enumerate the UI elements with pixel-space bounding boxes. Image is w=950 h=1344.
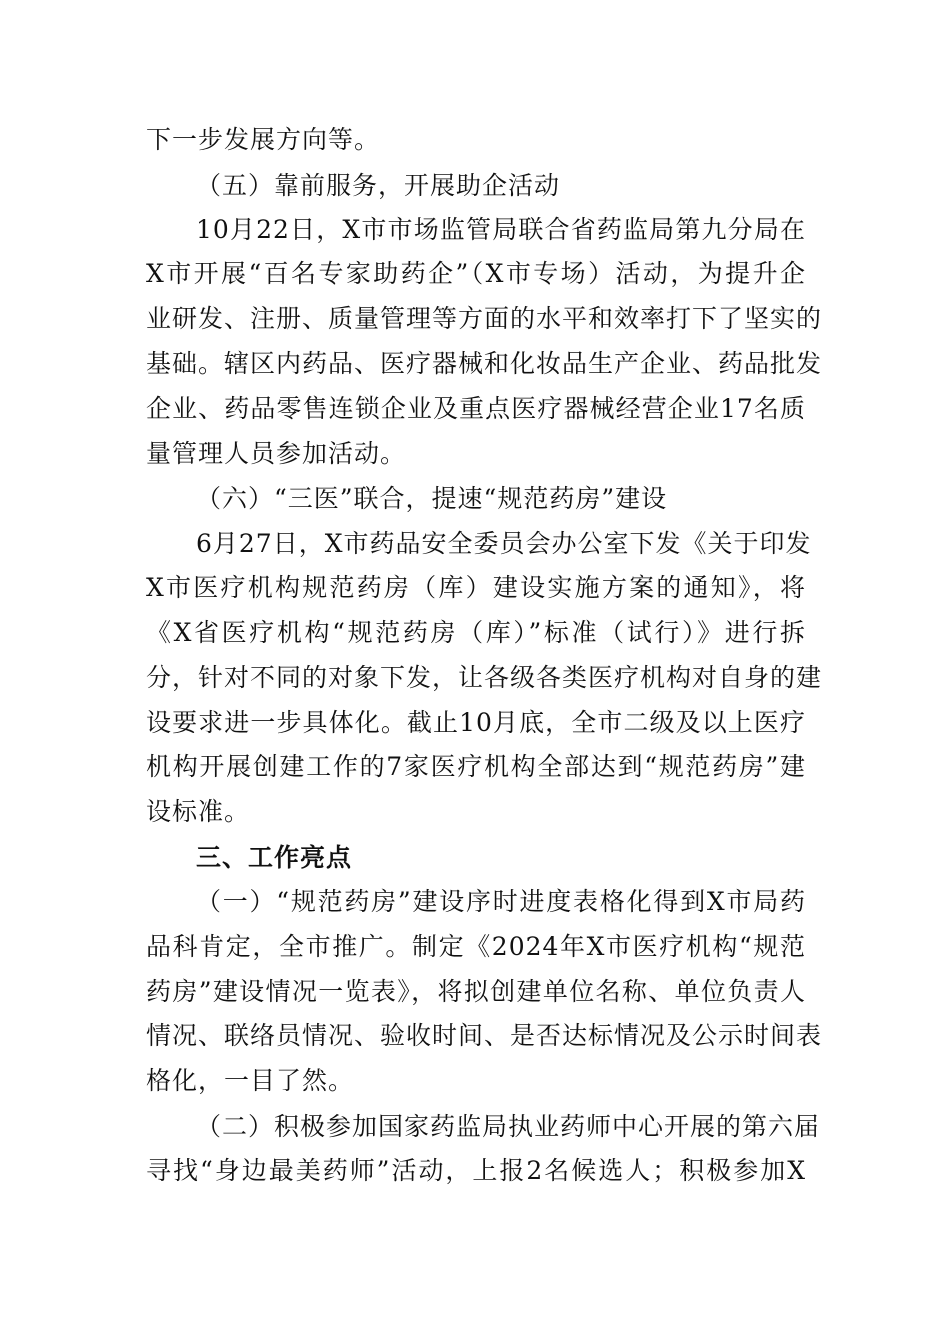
paragraph-line: 量管理人员参加活动。 bbox=[146, 439, 407, 468]
section-heading: （六）“三医”联合，提速“规范药房”建设 bbox=[196, 484, 668, 513]
section-heading: （五）靠前服务，开展助企活动 bbox=[196, 171, 561, 200]
paragraph-line: 格化，一目了然。 bbox=[146, 1066, 355, 1095]
paragraph-line: 设要求进一步具体化。截止10月底，全市二级及以上医疗 bbox=[146, 708, 806, 737]
paragraph-line: 寻找“身边最美药师”活动，上报2名候选人；积极参加X bbox=[146, 1156, 806, 1185]
paragraph-line: 业研发、注册、质量管理等方面的水平和效率打下了坚实的 bbox=[146, 304, 823, 333]
paragraph-line: 药房”建设情况一览表》，将拟创建单位名称、单位负责人 bbox=[146, 977, 806, 1006]
paragraph-line: 下一步发展方向等。 bbox=[146, 125, 381, 154]
paragraph-line: 情况、联络员情况、验收时间、是否达标情况及公示时间表 bbox=[146, 1021, 823, 1050]
paragraph-line: 基础。辖区内药品、医疗器械和化妆品生产企业、药品批发 bbox=[146, 349, 823, 378]
paragraph-line: 品科肯定，全市推广。制定《2024年X市医疗机构“规范 bbox=[146, 932, 806, 961]
paragraph-line: 机构开展创建工作的7家医疗机构全部达到“规范药房”建 bbox=[146, 752, 806, 781]
paragraph-line: 6月27日，X市药品安全委员会办公室下发《关于印发 bbox=[196, 529, 812, 558]
paragraph-line: X市医疗机构规范药房（库）建设实施方案的通知》，将 bbox=[146, 573, 806, 602]
paragraph-line: 设标准。 bbox=[146, 797, 251, 826]
paragraph-line: （二）积极参加国家药监局执业药师中心开展的第六届 bbox=[196, 1112, 821, 1141]
chapter-heading: 三、工作亮点 bbox=[196, 843, 353, 872]
paragraph-line: 企业、药品零售连锁企业及重点医疗器械经营企业17名质 bbox=[146, 394, 806, 423]
paragraph-line: 10月22日，X市市场监管局联合省药监局第九分局在 bbox=[196, 215, 806, 244]
paragraph-line: X市开展“百名专家助药企”（X市专场）活动，为提升企 bbox=[146, 259, 806, 288]
paragraph-line: 分，针对不同的对象下发，让各级各类医疗机构对自身的建 bbox=[146, 663, 823, 692]
paragraph-line: （一）“规范药房”建设序时进度表格化得到X市局药 bbox=[196, 887, 806, 916]
paragraph-line: 《X省医疗机构“规范药房（库）”标准（试行）》进行拆 bbox=[146, 618, 806, 647]
